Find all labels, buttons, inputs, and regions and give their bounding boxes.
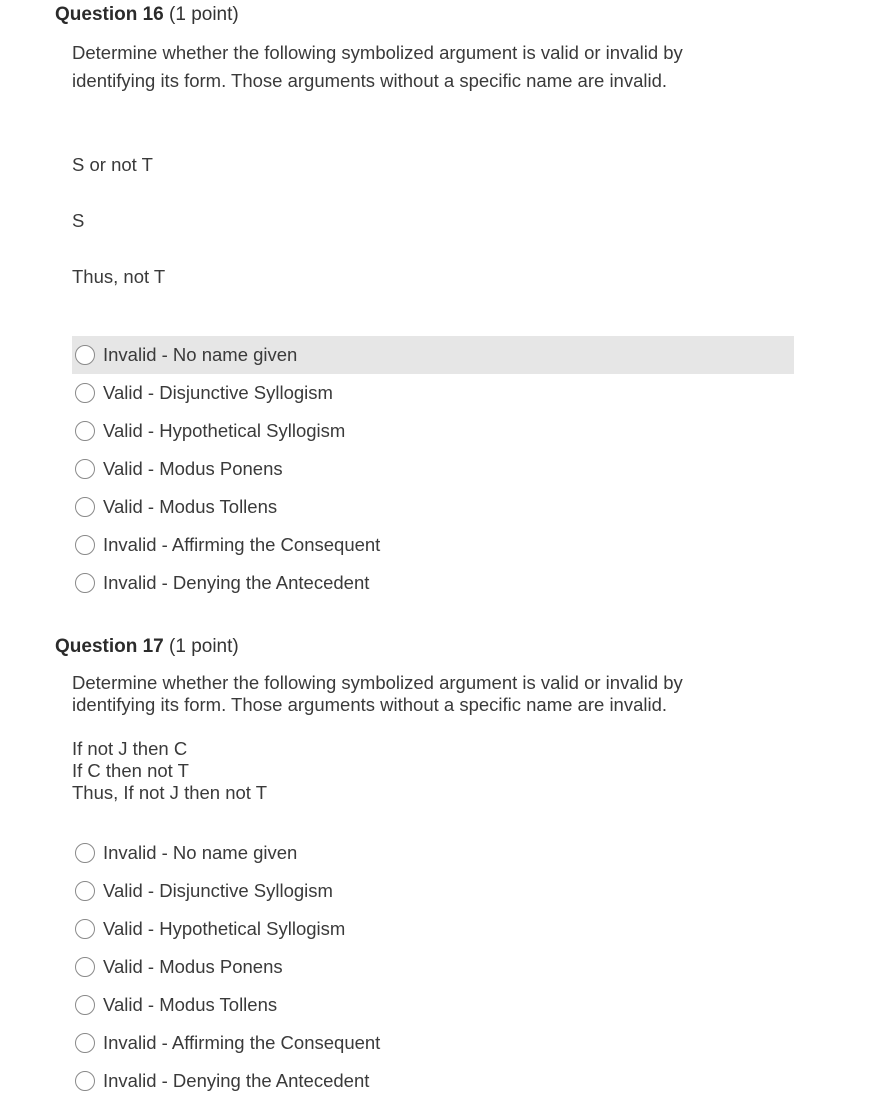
answer-option[interactable]: [72, 834, 794, 872]
answer-option[interactable]: [72, 986, 794, 1024]
radio-button[interactable]: [75, 459, 95, 479]
argument-premise-2: If C then not T: [72, 760, 189, 781]
radio-button[interactable]: [75, 881, 95, 901]
question-points: (1 point): [169, 4, 239, 25]
radio-button[interactable]: [75, 573, 95, 593]
radio-button[interactable]: [75, 919, 95, 939]
answer-option[interactable]: [72, 526, 794, 564]
answer-options: [72, 336, 794, 602]
answer-options: [72, 834, 794, 1100]
question-header: [55, 636, 239, 658]
radio-button[interactable]: [75, 1033, 95, 1053]
radio-button[interactable]: [75, 383, 95, 403]
radio-button[interactable]: [75, 995, 95, 1015]
question-header: [55, 4, 239, 26]
question-prompt-line-1: Determine whether the following symbolized argument is valid or invalid by: [72, 672, 683, 693]
answer-option[interactable]: [72, 564, 794, 602]
radio-button[interactable]: [75, 957, 95, 977]
answer-option[interactable]: [72, 948, 794, 986]
question-prompt-line-2: identifying its form. Those arguments without a specific name are invalid.: [72, 70, 668, 91]
argument-conclusion: Thus, If not J then not T: [72, 782, 268, 803]
answer-option[interactable]: [72, 872, 794, 910]
answer-option[interactable]: [72, 336, 794, 374]
answer-option[interactable]: [72, 910, 794, 948]
argument-premise-1: If not J then C: [72, 738, 188, 759]
answer-option-label: Invalid - Affirming the Consequent: [103, 1032, 381, 1053]
answer-option[interactable]: [72, 1062, 794, 1100]
answer-option-label: Valid - Modus Ponens: [103, 956, 283, 977]
answer-option-label: Invalid - Affirming the Consequent: [103, 534, 381, 555]
answer-option-label: Valid - Hypothetical Syllogism: [103, 918, 346, 939]
answer-option[interactable]: [72, 450, 794, 488]
answer-option-label: Invalid - No name given: [103, 842, 298, 863]
answer-option-label: Valid - Modus Tollens: [103, 496, 278, 517]
argument-conclusion: Thus, not T: [72, 266, 166, 287]
argument-premise-1: S or not T: [72, 154, 153, 175]
question-prompt-line-1: Determine whether the following symbolized argument is valid or invalid by: [72, 42, 683, 63]
question-points: (1 point): [169, 636, 239, 657]
radio-button[interactable]: [75, 843, 95, 863]
answer-option-label: Valid - Hypothetical Syllogism: [103, 420, 346, 441]
answer-option[interactable]: [72, 374, 794, 412]
answer-option[interactable]: [72, 412, 794, 450]
answer-option-label: Valid - Modus Ponens: [103, 458, 283, 479]
radio-button[interactable]: [75, 1071, 95, 1091]
answer-option-label: Invalid - Denying the Antecedent: [103, 572, 370, 593]
answer-option[interactable]: [72, 488, 794, 526]
radio-button[interactable]: [75, 421, 95, 441]
answer-option-label: Invalid - Denying the Antecedent: [103, 1070, 370, 1091]
answer-option-label: Invalid - No name given: [103, 344, 298, 365]
argument-premise-2: S: [72, 210, 85, 231]
answer-option[interactable]: [72, 1024, 794, 1062]
question-prompt-line-2: identifying its form. Those arguments without a specific name are invalid.: [72, 694, 668, 715]
radio-button[interactable]: [75, 497, 95, 517]
answer-option-label: Valid - Modus Tollens: [103, 994, 278, 1015]
question-number: Question 16: [55, 4, 164, 25]
question-number: Question 17: [55, 636, 164, 657]
answer-option-label: Valid - Disjunctive Syllogism: [103, 880, 333, 901]
answer-option-label: Valid - Disjunctive Syllogism: [103, 382, 333, 403]
radio-button[interactable]: [75, 345, 95, 365]
radio-button[interactable]: [75, 535, 95, 555]
